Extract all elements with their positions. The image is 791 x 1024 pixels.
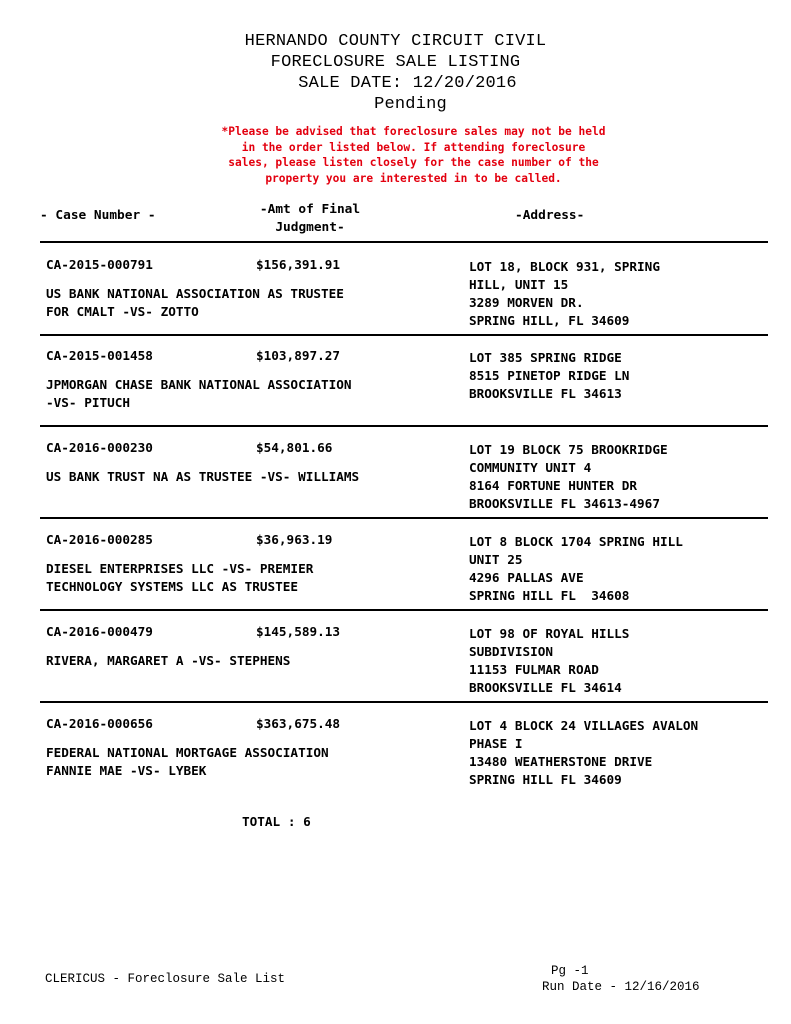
property-address-line: HILL, UNIT 15: [469, 277, 569, 292]
property-address-line: PHASE I: [469, 736, 523, 751]
case-number: CA-2016-000656: [46, 716, 153, 731]
property-address: [469, 258, 660, 330]
case-parties-line: RIVERA, MARGARET A -VS- STEPHENS: [46, 653, 291, 668]
case-parties-line: FOR CMALT -VS- ZOTTO: [46, 304, 199, 319]
footer-run-date: Run Date - 12/16/2016: [542, 980, 700, 994]
case-parties-line: FEDERAL NATIONAL MORTGAGE ASSOCIATION: [46, 745, 329, 760]
column-header-amount-line: -Amt of Final: [259, 202, 361, 217]
property-address-line: SPRING HILL, FL 34609: [469, 313, 630, 328]
property-address-line: 13480 WEATHERSTONE DRIVE: [469, 754, 653, 769]
column-header-case-number: - Case Number -: [40, 208, 156, 223]
judgment-amount: $103,897.27: [256, 348, 341, 363]
property-address-line: 11153 FULMAR ROAD: [469, 662, 599, 677]
footer-page-number: Pg -1: [551, 964, 589, 978]
case-parties-line: TECHNOLOGY SYSTEMS LLC AS TRUSTEE: [46, 579, 299, 594]
case-parties-line: -VS- PITUCH: [46, 395, 131, 410]
case-parties: [46, 744, 329, 780]
property-address-line: LOT 98 OF ROYAL HILLS: [469, 626, 630, 641]
header-divider: [40, 241, 768, 243]
property-address-line: SPRING HILL FL 34608: [469, 588, 630, 603]
footer-system-name: CLERICUS - Foreclosure Sale List: [45, 972, 286, 986]
row-divider: [40, 609, 768, 611]
status-pending: Pending: [374, 95, 447, 114]
case-parties-line: US BANK TRUST NA AS TRUSTEE -VS- WILLIAMS: [46, 469, 360, 484]
judgment-amount: $36,963.19: [256, 532, 333, 547]
case-parties-line: US BANK NATIONAL ASSOCIATION AS TRUSTEE: [46, 286, 344, 301]
property-address-line: BROOKSVILLE FL 34613-4967: [469, 496, 660, 511]
case-parties: [46, 285, 344, 321]
property-address: [469, 349, 629, 403]
case-parties: [46, 560, 313, 596]
property-address-line: 8515 PINETOP RIDGE LN: [469, 368, 630, 383]
case-number: CA-2016-000230: [46, 440, 153, 455]
judgment-amount: $156,391.91: [256, 257, 341, 272]
notice-line: in the order listed below. If attending foreclosure: [241, 140, 586, 154]
property-address-line: LOT 8 BLOCK 1704 SPRING HILL: [469, 534, 683, 549]
case-number: CA-2016-000479: [46, 624, 153, 639]
column-header-address: -Address-: [515, 208, 585, 223]
property-address: [469, 717, 698, 789]
property-address-line: UNIT 25: [469, 552, 523, 567]
property-address: [469, 441, 668, 513]
case-parties-line: JPMORGAN CHASE BANK NATIONAL ASSOCIATION: [46, 377, 352, 392]
property-address-line: 3289 MORVEN DR.: [469, 295, 584, 310]
property-address-line: BROOKSVILLE FL 34613: [469, 386, 622, 401]
case-number: CA-2015-000791: [46, 257, 153, 272]
notice-line: sales, please listen closely for the case number of the: [228, 156, 599, 169]
row-divider: [40, 334, 768, 336]
case-number: CA-2015-001458: [46, 348, 153, 363]
property-address-line: COMMUNITY UNIT 4: [469, 460, 592, 475]
case-parties-line: FANNIE MAE -VS- LYBEK: [46, 763, 207, 778]
notice-line: property you are interested in to be called.: [265, 171, 562, 185]
property-address-line: LOT 4 BLOCK 24 VILLAGES AVALON: [469, 718, 699, 733]
row-divider: [40, 701, 768, 703]
property-address-line: SPRING HILL FL 34609: [469, 772, 622, 787]
judgment-amount: $54,801.66: [256, 440, 333, 455]
row-divider: [40, 517, 768, 519]
property-address-line: 4296 PALLAS AVE: [469, 570, 584, 585]
notice-line: *Please be advised that foreclosure sales may not be held: [221, 125, 606, 138]
property-address-line: 8164 FORTUNE HUNTER DR: [469, 478, 638, 493]
column-header-amount-line: Judgment-: [275, 220, 345, 235]
case-parties: [46, 376, 352, 412]
property-address-line: LOT 19 BLOCK 75 BROOKRIDGE: [469, 442, 668, 457]
property-address-line: LOT 385 SPRING RIDGE: [469, 350, 622, 365]
sale-date: SALE DATE: 12/20/2016: [298, 74, 517, 93]
judgment-amount: $145,589.13: [256, 624, 341, 639]
report-title-listing: FORECLOSURE SALE LISTING: [270, 53, 521, 72]
case-number: CA-2016-000285: [46, 532, 153, 547]
property-address-line: BROOKSVILLE FL 34614: [469, 680, 622, 695]
property-address-line: SUBDIVISION: [469, 644, 554, 659]
case-parties-line: DIESEL ENTERPRISES LLC -VS- PREMIER: [46, 561, 314, 576]
total-count: TOTAL : 6: [242, 814, 311, 829]
case-parties: [46, 468, 359, 486]
report-title-county: HERNANDO COUNTY CIRCUIT CIVIL: [244, 32, 547, 51]
property-address: [469, 625, 629, 697]
row-divider: [40, 425, 768, 427]
notice-text: [0, 124, 791, 186]
property-address: [469, 533, 683, 605]
column-header-amount: [240, 201, 380, 237]
property-address-line: LOT 18, BLOCK 931, SPRING: [469, 259, 660, 274]
judgment-amount: $363,675.48: [256, 716, 341, 731]
case-parties: [46, 652, 290, 670]
